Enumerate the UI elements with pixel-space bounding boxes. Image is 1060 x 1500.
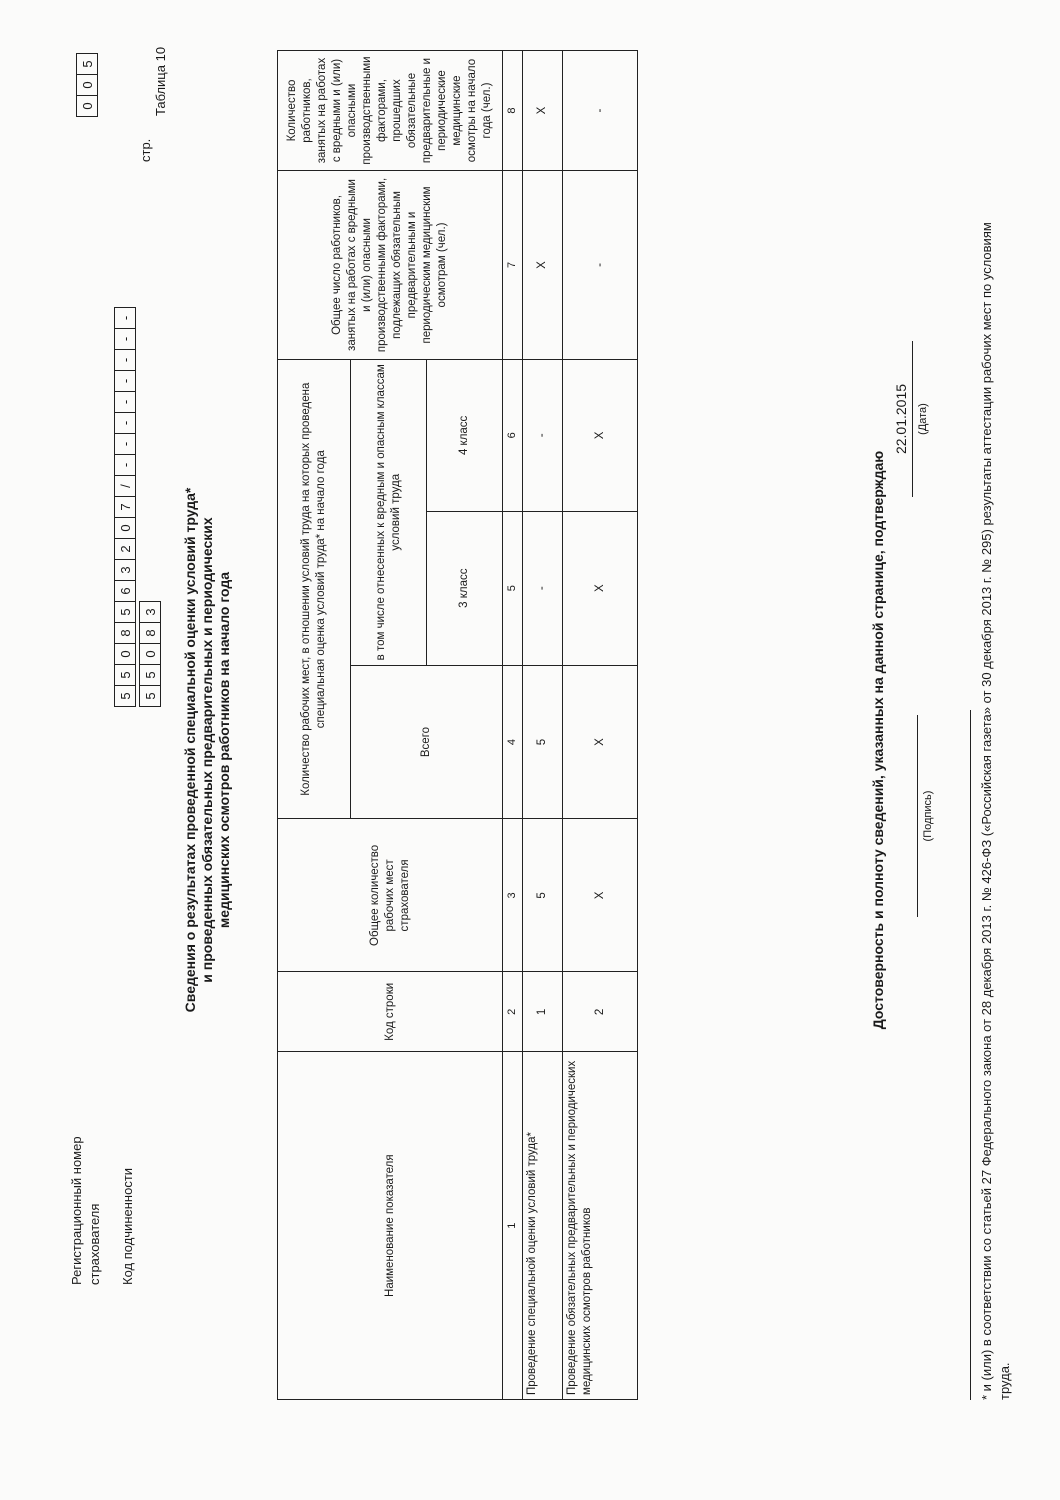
footnote-line2: труда. <box>997 1362 1012 1400</box>
title-line3: медицинских осмотров работников на начало года <box>216 571 232 929</box>
col-num-5: 5 <box>503 511 523 665</box>
col-num-7: 7 <box>503 171 523 360</box>
reg-number-cell-9: 7 <box>114 496 136 518</box>
table-row <box>563 51 638 1400</box>
reg-number-cell-18: - <box>114 307 136 329</box>
reg-number-cell-2: 0 <box>114 643 136 665</box>
reg-number-label <box>68 1136 104 1285</box>
reg-label-line2: страхователя <box>87 1203 102 1285</box>
title-line1: Сведения о результатах проведенной специальной оценки условий труда* <box>182 487 198 1013</box>
reg-number-cell-5: 6 <box>114 580 136 602</box>
col-num-6: 6 <box>503 359 523 511</box>
row2-c6: X <box>563 359 638 511</box>
table-row <box>523 51 563 1400</box>
row2-c3: X <box>563 819 638 972</box>
row2-c7: - <box>563 171 638 360</box>
sub-code-cell-3: 8 <box>139 622 161 644</box>
row1-code: 1 <box>523 972 563 1052</box>
reg-number-cell-14: - <box>114 391 136 413</box>
header-workers-subject: Общее число работников, занятых на работах с вредными и (или) опасными производственными факторами, подлежащих обязательным предварительным и периодическим медицинским осмотрам (чел.) <box>278 171 503 360</box>
page-number-cell-0: 0 <box>76 95 98 117</box>
reg-number-cell-12: - <box>114 433 136 455</box>
reg-number-cell-4: 5 <box>114 601 136 623</box>
reg-number-cell-13: - <box>114 412 136 434</box>
header-sout-group: Количество рабочих мест, в отношении условий труда на которых проведена специальная оценка условий труда* на начало года <box>278 359 351 819</box>
row1-c6: - <box>523 359 563 511</box>
signature-caption: (Подпись) <box>922 790 934 842</box>
reg-number-cell-15: - <box>114 370 136 392</box>
reg-number-cells <box>114 308 136 707</box>
col-num-8: 8 <box>503 51 523 171</box>
header-class-3: 3 класс <box>427 511 503 665</box>
header-indicator-name: Наименование показателя <box>278 1052 503 1400</box>
sub-code-cell-4: 3 <box>139 601 161 623</box>
reg-number-cell-17: - <box>114 328 136 350</box>
footnote <box>978 70 1014 1400</box>
date-value: 22.01.2015 <box>893 383 909 455</box>
footnote-separator <box>970 710 971 1400</box>
page-number-cell-2: 5 <box>76 53 98 75</box>
reg-number-cell-3: 8 <box>114 622 136 644</box>
sub-code-cell-1: 5 <box>139 664 161 686</box>
page-label: стр. <box>138 138 153 162</box>
row2-c4: X <box>563 665 638 819</box>
header-sout-total: Всего <box>351 665 503 819</box>
header-total-workplaces: Общее количество рабочих мест страхователя <box>278 819 503 972</box>
col-num-1: 1 <box>503 1052 523 1400</box>
col-num-3: 3 <box>503 819 523 972</box>
page-number-cell-1: 0 <box>76 74 98 96</box>
table-label: Таблица 10 <box>153 46 168 116</box>
sub-code-label: Код подчиненности <box>120 1167 135 1285</box>
results-table <box>277 50 638 1400</box>
row1-c5: - <box>523 511 563 665</box>
reg-number-cell-7: 2 <box>114 538 136 560</box>
title-line2: и проведенных обязательных предварительных и периодических <box>199 517 215 983</box>
row1-c8: X <box>523 51 563 171</box>
sub-code-cells <box>139 602 161 707</box>
document-title <box>182 410 233 1090</box>
reg-number-cell-11: - <box>114 454 136 476</box>
header-harmful-classes: в том числе отнесенных к вредным и опасным классам условий труда <box>351 359 427 665</box>
col-num-4: 4 <box>503 665 523 819</box>
reg-number-cell-6: 3 <box>114 559 136 581</box>
header-row-code: Код строки <box>278 972 503 1052</box>
reg-label-line1: Регистрационный номер <box>69 1136 84 1285</box>
header-class-4: 4 класс <box>427 359 503 511</box>
signature-line <box>917 715 918 917</box>
header-workers-passed: Количество работников, занятых на работах с вредными и (или) опасными производственными факторами, прошедших обязательные предварительные и периодические медицинские осмотры на начало года (чел.) <box>278 51 503 171</box>
date-line <box>912 341 913 497</box>
sub-code-cell-2: 0 <box>139 643 161 665</box>
row1-name: Проведение специальной оценки условий труда* <box>523 1052 563 1400</box>
date-caption: (Дата) <box>917 403 929 435</box>
row2-name: Проведение обязательных предварительных и периодических медицинских осмотров работников <box>563 1052 638 1400</box>
sub-code-cell-0: 5 <box>139 685 161 707</box>
row2-c5: X <box>563 511 638 665</box>
row1-c3: 5 <box>523 819 563 972</box>
reg-number-cell-8: 0 <box>114 517 136 539</box>
reg-number-cell-16: - <box>114 349 136 371</box>
confirmation-text: Достоверность и полноту сведений, указанных на данной странице, подтверждаю <box>870 450 886 1030</box>
col-num-2: 2 <box>503 972 523 1052</box>
footnote-line1: * и (или) в соответствии со статьей 27 Федерального закона от 28 декабря 2013 г. № 426-ФЗ («Российская газета» от 30 декабря 2013 г. № 295) результаты аттестации рабочих мест по условиям <box>979 222 994 1400</box>
reg-number-cell-0: 5 <box>114 685 136 707</box>
reg-number-cell-1: 5 <box>114 664 136 686</box>
page-number-cells <box>76 54 98 117</box>
reg-number-cell-10: / <box>114 475 136 497</box>
row1-c4: 5 <box>523 665 563 819</box>
row2-code: 2 <box>563 972 638 1052</box>
row2-c8: - <box>563 51 638 171</box>
row1-c7: X <box>523 171 563 360</box>
